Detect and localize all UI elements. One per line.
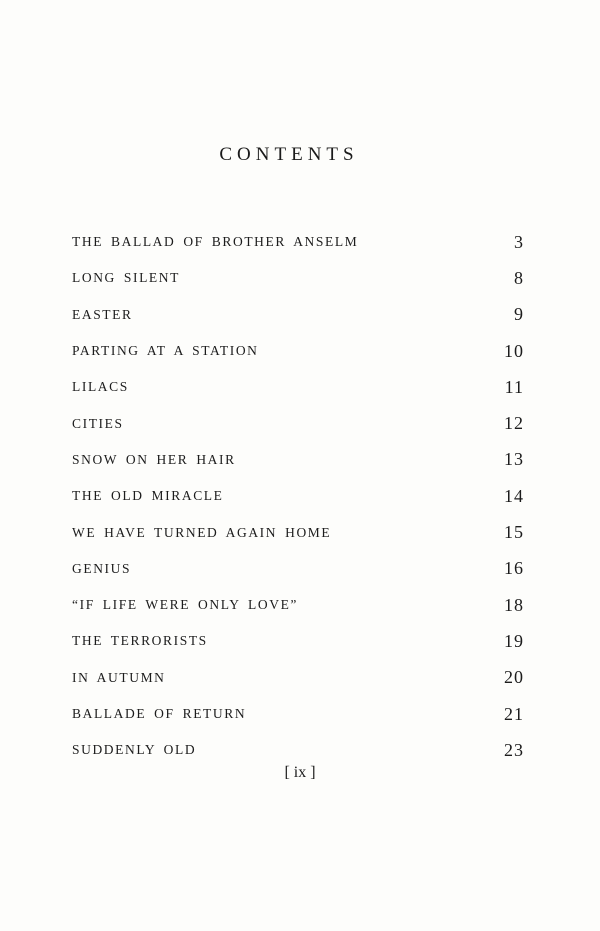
entry-title: THE TERRORISTS xyxy=(72,633,208,649)
entry-title: PARTING AT A STATION xyxy=(72,343,259,359)
entry-page-number: 15 xyxy=(504,522,524,543)
contents-list xyxy=(72,224,524,768)
entry-page-number: 8 xyxy=(514,267,524,288)
entry-page-number: 11 xyxy=(504,376,524,397)
page-title: CONTENTS xyxy=(219,144,359,165)
entry-page-number: 12 xyxy=(504,413,524,434)
entry-page-number: 19 xyxy=(504,630,524,651)
contents-entry xyxy=(72,333,524,369)
entry-title: LONG SILENT xyxy=(72,270,180,286)
contents-entry xyxy=(72,660,524,696)
entry-page-number: 13 xyxy=(504,449,524,470)
entry-page-number: 23 xyxy=(504,739,524,760)
entry-title: THE OLD MIRACLE xyxy=(72,488,224,504)
entry-title: IN AUTUMN xyxy=(72,669,166,685)
entry-page-number: 10 xyxy=(504,340,524,361)
entry-title: LILACS xyxy=(72,379,129,395)
contents-entry xyxy=(72,732,524,768)
entry-title: “IF LIFE WERE ONLY LOVE” xyxy=(72,597,299,613)
contents-entry xyxy=(72,551,524,587)
entry-title: SUDDENLY OLD xyxy=(72,742,197,758)
contents-entry xyxy=(72,514,524,550)
contents-entry xyxy=(72,224,524,260)
contents-entry xyxy=(72,587,524,623)
entry-page-number: 14 xyxy=(504,485,524,506)
entry-title: BALLADE OF RETURN xyxy=(72,706,247,721)
entry-title: CITIES xyxy=(72,415,124,431)
entry-title: THE BALLAD OF BROTHER ANSELM xyxy=(72,234,359,250)
contents-entry xyxy=(72,442,524,478)
entry-page-number: 21 xyxy=(504,703,524,724)
entry-title: EASTER xyxy=(72,306,133,322)
contents-entry xyxy=(72,696,524,732)
entry-page-number: 18 xyxy=(504,594,524,615)
contents-entry xyxy=(72,260,524,296)
contents-entry xyxy=(72,369,524,405)
contents-entry xyxy=(72,478,524,514)
entry-title: GENIUS xyxy=(72,560,132,576)
entry-title: SNOW ON HER HAIR xyxy=(72,451,236,467)
entry-page-number: 3 xyxy=(514,231,524,252)
contents-entry xyxy=(72,405,524,441)
entry-title: WE HAVE TURNED AGAIN HOME xyxy=(72,524,332,540)
page-folio: [ ix ] xyxy=(284,764,316,781)
entry-page-number: 16 xyxy=(504,558,524,579)
contents-entry xyxy=(72,297,524,333)
entry-page-number: 20 xyxy=(504,667,524,688)
entry-page-number: 9 xyxy=(514,304,524,325)
contents-entry xyxy=(72,623,524,659)
